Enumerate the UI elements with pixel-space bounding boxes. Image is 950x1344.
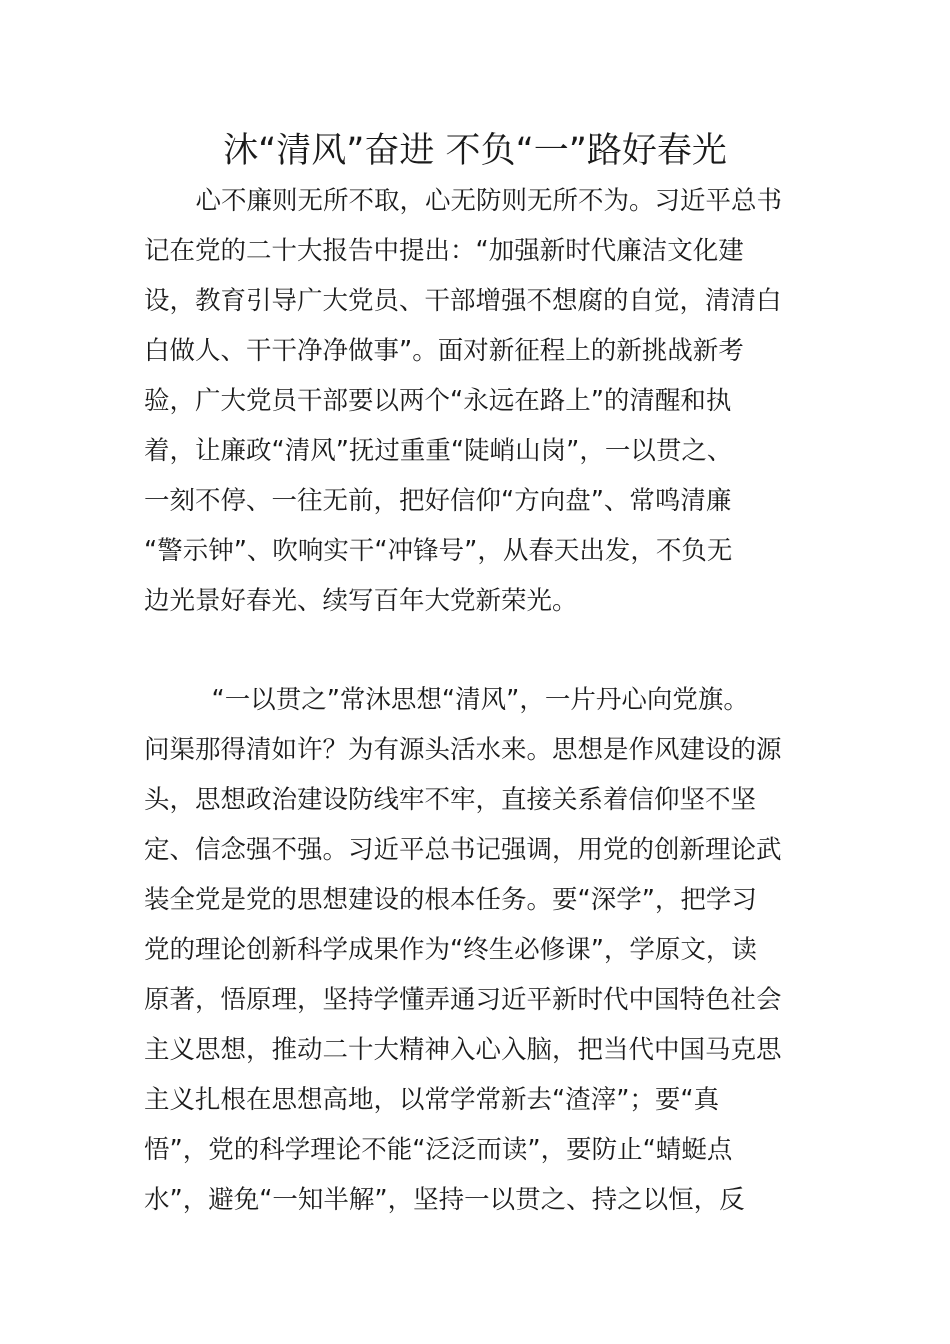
- paragraph-line: 边光景好春光、续写百年大党新荣光。: [144, 586, 578, 616]
- paragraph-line: 着，让廉政“清风”抚过重重“陡峭山岗”，一以贯之、: [144, 436, 733, 466]
- paragraph-line: 定、信念强不强。习近平总书记强调，用党的创新理论武: [144, 835, 782, 865]
- paragraph-line: 原著，悟原理，坚持学懂弄通习近平新时代中国特色社会: [144, 985, 782, 1015]
- paragraph-line: 装全党是党的思想建设的根本任务。要“深学”，把学习: [144, 885, 757, 915]
- paragraph-line: 一刻不停、一往无前，把好信仰“方向盘”、常鸣清廉: [144, 486, 732, 516]
- paragraph-line: 悟”，党的科学理论不能“泛泛而读”，要防止“蜻蜓点: [144, 1135, 733, 1165]
- paragraph-line: 白做人、干干净净做事”。面对新征程上的新挑战新考: [144, 336, 744, 366]
- paragraph-line: “警示钟”、吹响实干“冲锋号”，从春天出发，不负无: [144, 536, 733, 566]
- paragraph-line: “一以贯之”常沐思想“清风”，一片丹心向党旗。: [186, 685, 749, 715]
- paragraph-line: 水”，避免“一知半解”，坚持一以贯之、持之以恒，反: [144, 1185, 745, 1215]
- paragraph-2: [144, 675, 814, 1225]
- paragraph-line: 主义扎根在思想高地，以常学常新去“渣滓”；要“真: [144, 1085, 720, 1115]
- paragraph-line: 头，思想政治建设防线牢不牢，直接关系着信仰坚不坚: [144, 785, 757, 815]
- paragraph-1: [144, 176, 814, 626]
- paragraph-line: 问渠那得清如许？为有源头活水来。思想是作风建设的源: [144, 735, 782, 765]
- document-title: 沐“清风”奋进 不负“一”路好春光: [223, 131, 727, 171]
- paragraph-line: 党的理论创新科学成果作为“终生必修课”，学原文，读: [144, 935, 757, 965]
- paragraph-line: 记在党的二十大报告中提出：“加强新时代廉洁文化建: [144, 236, 744, 266]
- paragraph-line: 主义思想，推动二十大精神入心入脑，把当代中国马克思: [144, 1035, 782, 1065]
- paragraph-line: 验，广大党员干部要以两个“永远在路上”的清醒和执: [144, 386, 732, 416]
- paragraph-line: 心不廉则无所不取，心无防则无所不为。习近平总书: [170, 186, 783, 216]
- paragraph-line: 设，教育引导广大党员、干部增强不想腐的自觉，清清白: [144, 286, 782, 316]
